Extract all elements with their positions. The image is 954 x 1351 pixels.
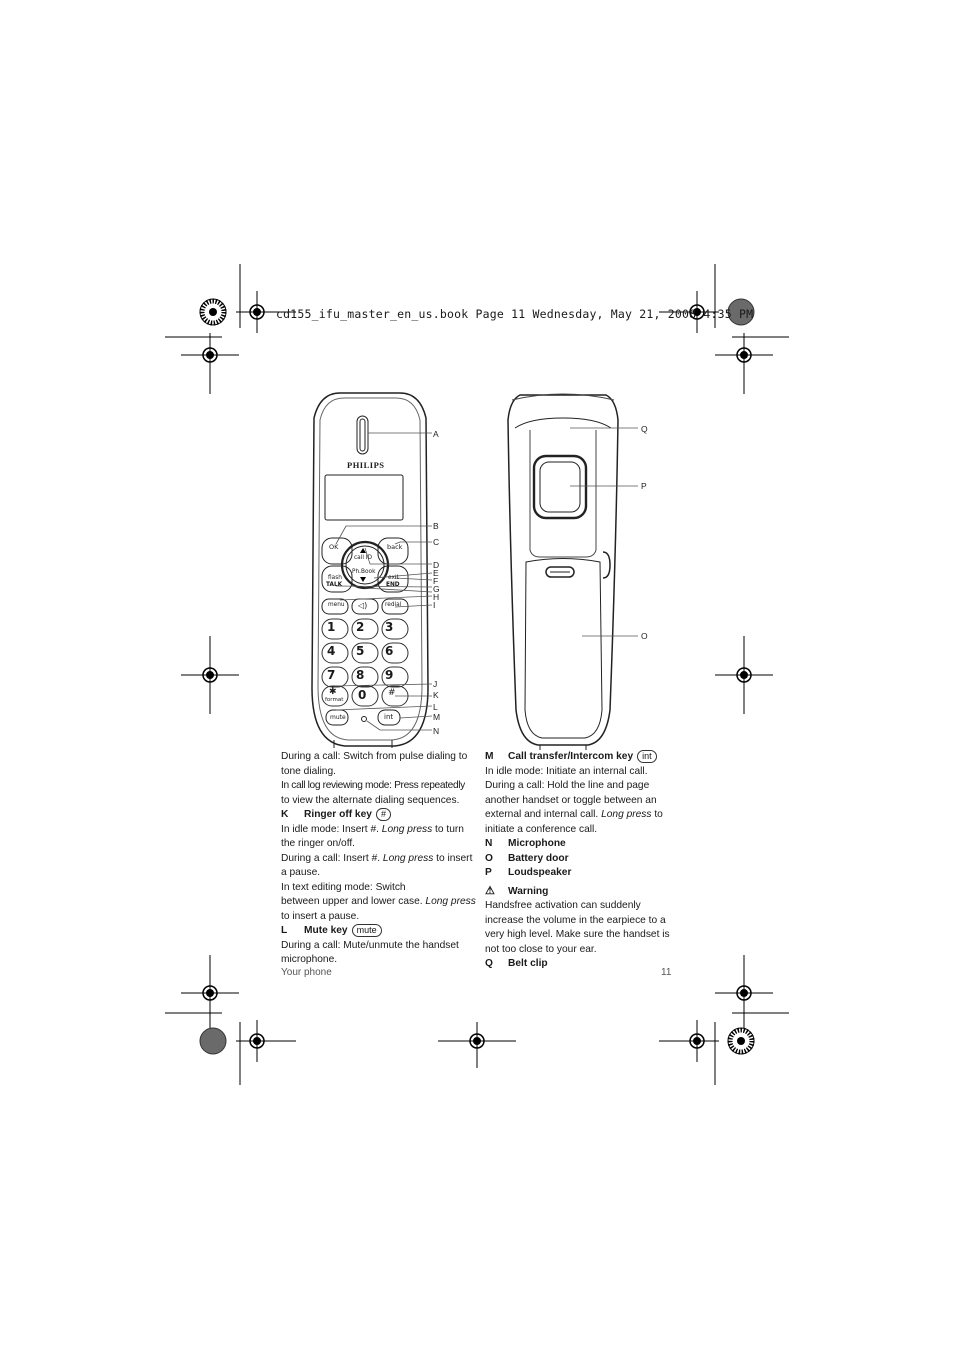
battery-door-heading: O Battery door [485,852,569,864]
key-9: 9 [385,668,394,682]
key-0: 0 [358,688,367,702]
redial-key-label: redial [385,602,402,608]
label-o: O [641,631,648,641]
end-key-label: END [386,582,400,588]
pulse-tone-line-2: tone dialing. [281,765,336,777]
intercom-key-title: Call transfer/Intercom key [508,751,634,763]
label-d: D [433,560,440,570]
warning-icon: ⚠ [485,884,495,897]
intercom-idle-line: In idle mode: Initiate an internal call. [485,765,648,777]
label-k: K [433,690,439,700]
mute-line-2: microphone. [281,954,338,966]
label-p: P [641,481,647,491]
item-letter-m: M [485,751,494,763]
handset-back-illustration [490,390,660,750]
exit-label: exit [388,575,399,581]
intercom-key-heading [485,750,670,765]
ok-key-label: OK [329,543,339,551]
key-3: 3 [385,620,394,634]
phonebook-label: Ph.Book [352,569,376,575]
call-log-line-1: In call log reviewing mode: Press repeatedly [281,780,465,791]
label-j: J [433,679,438,689]
speaker-icon: ◁) [358,601,368,610]
intercom-call-line-2: another handset or toggle between an [485,794,657,806]
intercom-call-line-3: external and internal call. Long press to [485,809,663,821]
star-key-sublabel: format [325,697,344,703]
key-7: 7 [327,668,336,682]
talk-key-label: TALK [326,582,343,588]
label-f: F [433,576,439,586]
left-column [281,750,476,968]
label-m: M [433,712,441,722]
mute-key-heading [281,924,476,939]
flash-label: flash [328,575,342,581]
key-8: 8 [356,668,365,682]
label-i: I [433,600,436,610]
label-a: A [433,429,439,439]
pulse-tone-line-1: During a call: Switch from pulse dialing to [281,751,468,762]
label-h: H [433,592,440,602]
warning-line-3: very high level. Make sure the handset is [485,929,670,941]
back-key-label: back [387,543,403,551]
key-4: 4 [327,644,336,658]
call-log-line-2: to view the alternate dialing sequences. [281,794,460,806]
warning-line-2: increase the volume in the earpiece to a [485,914,666,926]
hash-key-icon: # [376,808,391,821]
call-id-label: call ID [354,555,372,561]
brand-logo: PHILIPS [347,460,385,470]
warning-line-4: not too close to your ear. [485,943,597,955]
label-l: L [433,702,438,712]
ringer-text-line-1: In text editing mode: Switch [281,881,406,893]
menu-key-label: menu [328,602,345,608]
mute-key-icon: mute [352,924,382,937]
label-e: E [433,568,439,578]
item-letter-k: K [281,809,289,821]
ringer-idle-line-2: the ringer on/off. [281,838,356,850]
ringer-call-line-2: a pause. [281,867,321,879]
ringer-off-key-heading [281,808,476,823]
loudspeaker-heading: P Loudspeaker [485,867,572,879]
microphone-heading: N Microphone [485,838,566,850]
footer-section: Your phone [281,967,332,978]
ringer-text-line-2: between upper and lower case. Long press [281,896,476,908]
ringer-call-line-1: During a call: Insert #. Long press to insert [281,852,473,864]
mute-key-title: Mute key [304,925,348,937]
page-number: 11 [661,967,672,978]
label-n: N [433,726,440,736]
key-6: 6 [385,644,394,658]
label-g: G [433,584,440,594]
star-key-icon: ✱ [329,687,337,697]
key-5: 5 [356,644,365,658]
int-key-label: int [384,713,394,721]
key-2: 2 [356,620,365,634]
int-key-icon: int [637,750,657,763]
mute-key-label: mute [330,714,346,721]
ringer-idle-line-1: In idle mode: Insert #. Long press to turn [281,823,464,835]
right-column [485,750,670,972]
belt-clip-heading: Q Belt clip [485,958,548,970]
label-c: C [433,537,440,547]
mute-line-1: During a call: Mute/unmute the handset [281,939,459,951]
warning-heading: ⚠ Warning [485,884,549,897]
ringer-text-line-3: to insert a pause. [281,910,360,922]
warning-line-1: Handsfree activation can suddenly [485,900,641,912]
intercom-call-line-1: During a call: Hold the line and page [485,780,650,792]
item-letter-l: L [281,925,288,937]
hash-key-icon: # [388,688,396,698]
label-b: B [433,521,439,531]
print-file-header: cd155_ifu_master_en_us.book Page 11 Wednesday, May 21, 2008 4:35 PM [276,307,754,321]
ringer-off-key-title: Ringer off key [304,809,372,821]
label-q: Q [641,424,648,434]
intercom-call-line-4: initiate a conference call. [485,823,598,835]
key-1: 1 [327,620,336,634]
